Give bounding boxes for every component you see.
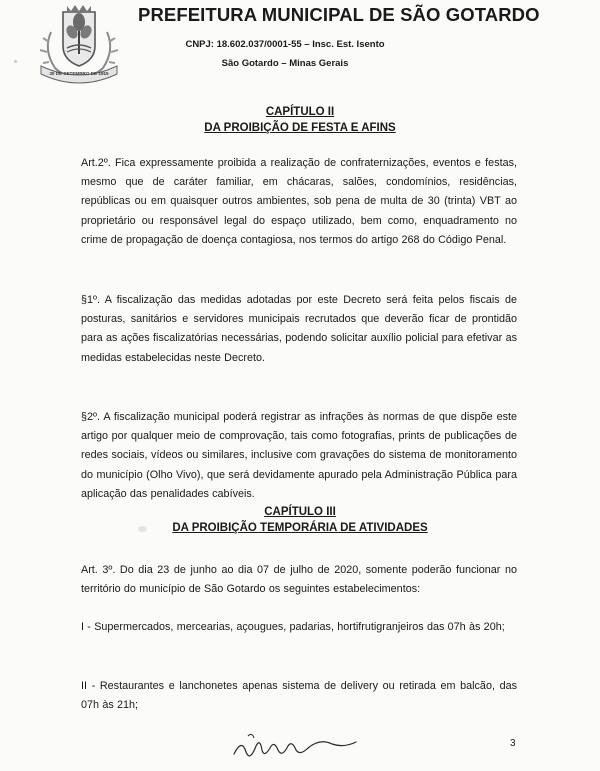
municipal-seal-icon (33, 2, 125, 86)
letterhead-city: São Gotardo – Minas Gerais (221, 58, 349, 69)
letterhead-cnpj: CNPJ: 18.602.037/0001-55 – Insc. Est. Isento (185, 39, 385, 50)
chapter-2-label: CAPÍTULO II (265, 106, 335, 118)
scan-speck (14, 60, 17, 63)
scan-speck (138, 526, 147, 532)
article-3-paragraph: Art. 3º. Do dia 23 de junho ao dia 07 de julho de 2020, somente poderão funcionar no território do município de São Gotardo os seguintes estabelecimentos: (81, 564, 517, 596)
chapter-3-title: DA PROIBIÇÃO TEMPORÁRIA DE ATIVIDADES (172, 522, 428, 534)
page-number: 3 (510, 738, 516, 749)
article-2-paragraph-1: §1º. A fiscalização das medidas adotadas por este Decreto será feita pelos fiscais de posturas, sanitários e servidores municipais recrutados que deverão ficar de prontidão para as ações fiscalizatórias necessárias, podendo solicitar auxílio policial para efetivar as medidas estabelecidas neste Decreto. (81, 294, 517, 364)
chapter-2-title: DA PROIBIÇÃO DE FESTA E AFINS (204, 122, 396, 134)
letterhead-title: PREFEITURA MUNICIPAL DE SÃO GOTARDO (138, 4, 540, 25)
chapter-3-heading (80, 504, 520, 536)
article-3-item-2: II - Restaurantes e lanchonetes apenas sistema de delivery ou retirada em balcão, das 07h às 21h; (81, 680, 517, 712)
article-2-paragraph: Art.2º. Fica expressamente proibida a realização de confraternizações, eventos e festas, mesmo que de caráter familiar, em chácaras, salões, condomínios, residências, repúblicas ou em quaisquer outros ambientes, sob pena de multa de 30 (trinta) VBT ao proprietário ou responsável legal do espaço utilizado, bem como, enquadramento no crime de propagação de doença contagiosa, nos termos do artigo 268 do Código Penal. (81, 157, 517, 246)
seal-ribbon-text: 30 DE SETEMBRO DE 1915 (49, 71, 109, 76)
article-3-item-1: I - Supermercados, mercearias, açougues, padarias, hortifrutigranjeiros das 07h às 20h; (81, 621, 505, 633)
chapter-3-label: CAPÍTULO III (264, 506, 336, 518)
signature-image (228, 728, 368, 764)
article-2-paragraph-2: §2º. A fiscalização municipal poderá registrar as infrações às normas de que dispõe este artigo por qualquer meio de comprovação, tais como fotografias, prints de publicações de redes sociais, vídeos ou similares, inclusive com gravações do sistema de monitoramento do município (Olho Vivo), que será devidamente apurado pela Administração Pública para aplicação das penalidades cabíveis. (81, 411, 517, 500)
chapter-2-heading (80, 104, 520, 136)
